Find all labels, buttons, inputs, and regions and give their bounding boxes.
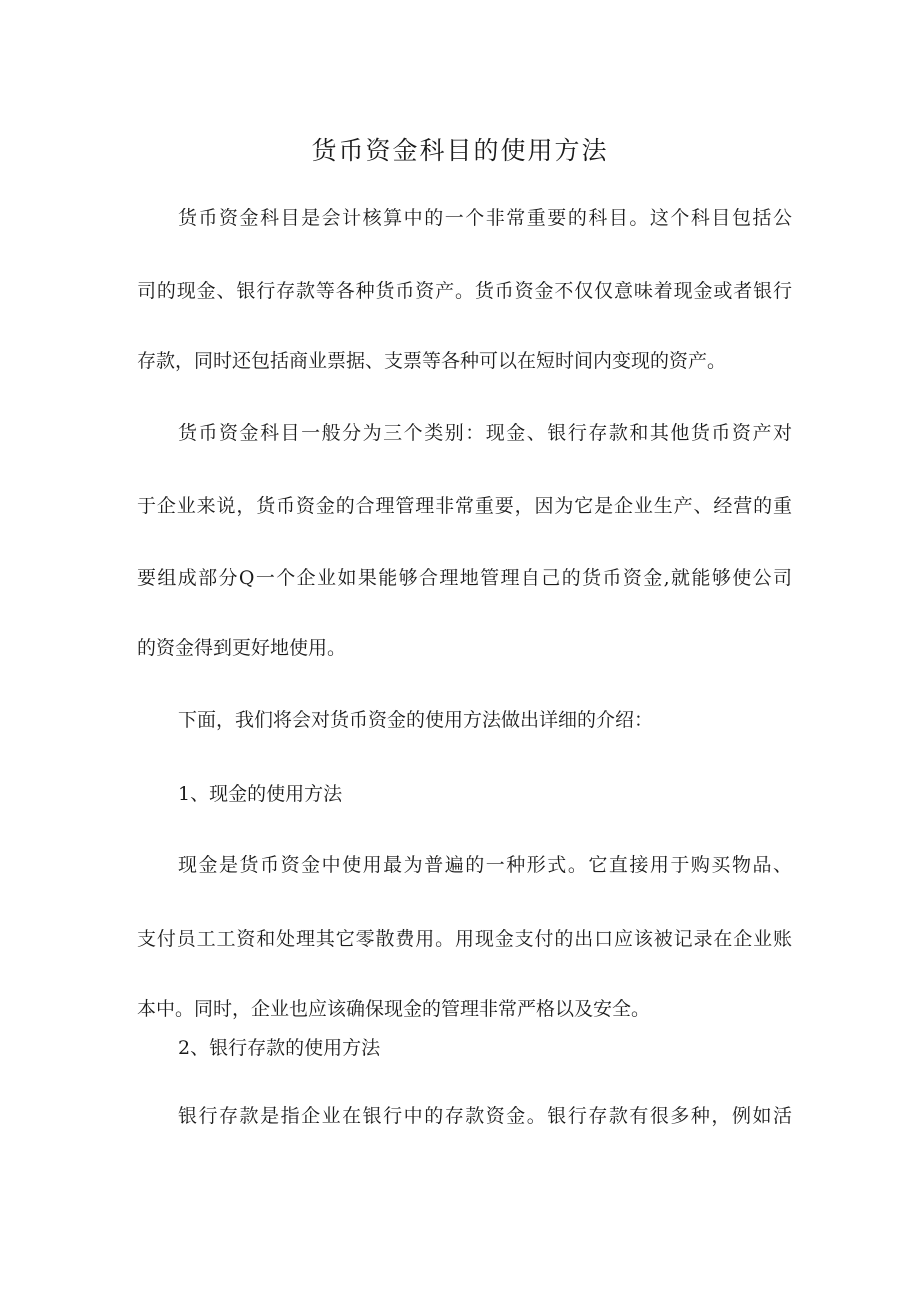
paragraph-line: 的资金得到更好地使用。 bbox=[137, 637, 347, 659]
paragraph-line: 货币资金科目一般分为三个类别：现金、银行存款和其他货币资产对 bbox=[178, 422, 792, 444]
document-title: 货币资金科目的使用方法 bbox=[311, 136, 609, 165]
paragraph-line: 货币资金科目是会计核算中的一个非常重要的科目。这个科目包括公 bbox=[178, 207, 792, 229]
section-heading: 2、银行存款的使用方法 bbox=[178, 1037, 381, 1059]
paragraph-line: 存款，同时还包括商业票据、支票等各种可以在短时间内变现的资产。 bbox=[137, 350, 727, 372]
paragraph-line: 于企业来说，货币资金的合理管理非常重要，因为它是企业生产、经营的重 bbox=[137, 495, 792, 517]
paragraph-line: 银行存款是指企业在银行中的存款资金。银行存款有很多种，例如活 bbox=[178, 1105, 792, 1127]
paragraph-line: 现金是货币资金中使用最为普遍的一种形式。它直接用于购买物品、 bbox=[178, 854, 792, 876]
section-heading: 1、现金的使用方法 bbox=[178, 783, 343, 805]
paragraph-line: 要组成部分Q一个企业如果能够合理地管理自己的货币资金,就能够使公司 bbox=[137, 567, 792, 589]
paragraph-line: 下面，我们将会对货币资金的使用方法做出详细的介绍： bbox=[178, 709, 654, 731]
paragraph-line: 司的现金、银行存款等各种货币资产。货币资金不仅仅意味着现金或者银行 bbox=[137, 280, 792, 302]
paragraph-line: 支付员工工资和处理其它零散费用。用现金支付的出口应该被记录在企业账 bbox=[137, 928, 792, 950]
paragraph-line: 本中。同时，企业也应该确保现金的管理非常严格以及安全。 bbox=[137, 998, 651, 1020]
